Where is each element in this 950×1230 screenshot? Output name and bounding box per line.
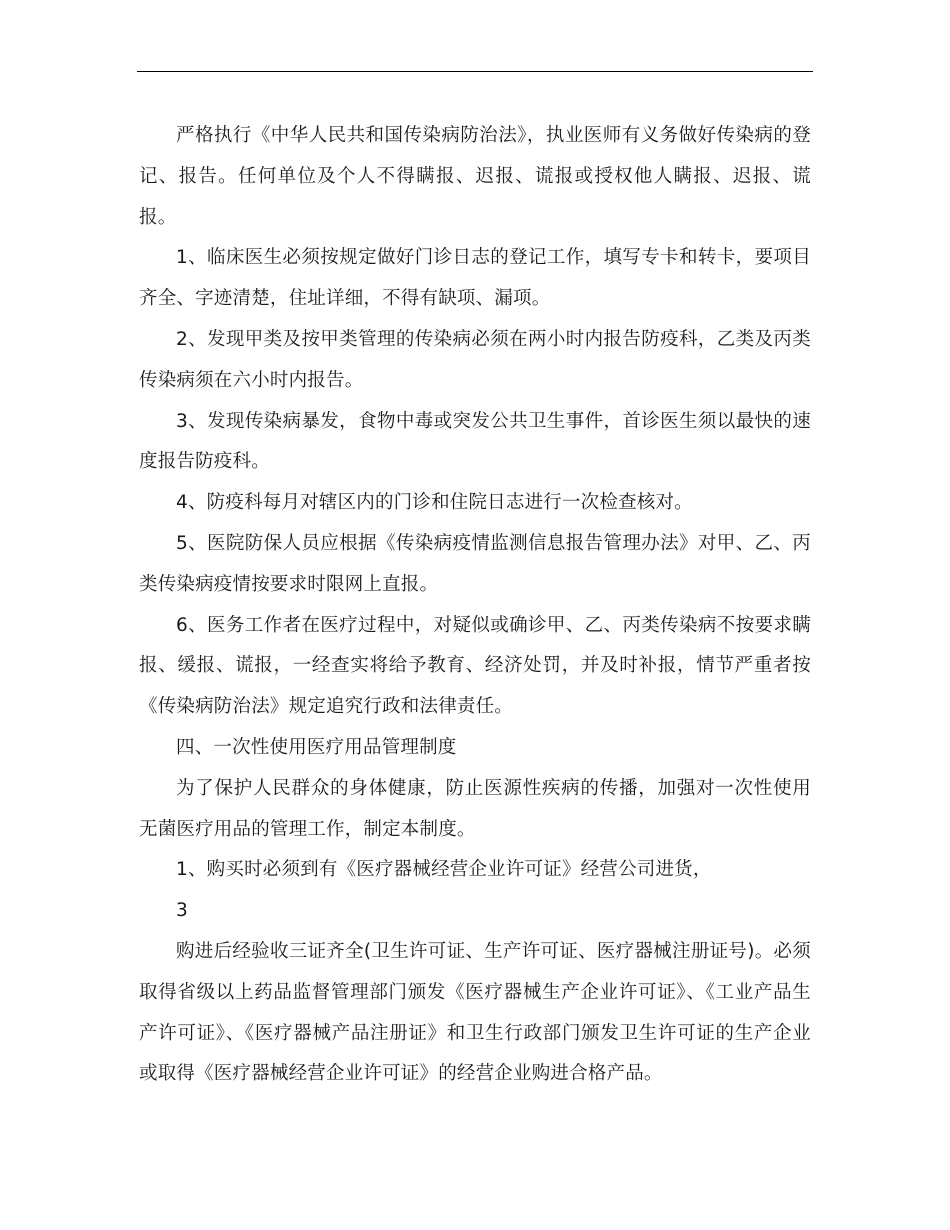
paragraph-acceptance-requirements: 购进后经验收三证齐全(卫生许可证、生产许可证、医疗器械注册证号)。必须取得省级以上药品监督管理部门颁发《医疗器械生产企业许可证》、《工业产品生产许可证》、《医疗器械产品注册证》和卫生行政部门颁发卫生许可证的生产企业或取得《医疗器械经营企业许可证》的经营企业购进合格产品。 [139,940,811,1085]
paragraph-item-4-monthly-check: 4、防疫科每月对辖区内的门诊和住院日志进行一次检查核对。 [176,492,693,514]
paragraph-item-2-report-time: 2、发现甲类及按甲类管理的传染病必须在两小时内报告防疫科，乙类及丙类传染病须在六小时内报告。 [139,328,811,391]
paragraph-item-5-online-report: 5、医院防保人员应根据《传染病疫情监测信息报告管理办法》对甲、乙、丙类传染病疫情按要求时限网上直报。 [139,532,811,595]
paragraph-item-1-purchase: 1、购买时必须到有《医疗器械经营企业许可证》经营公司进货， [176,859,712,881]
paragraph-item-3-outbreak: 3、发现传染病暴发，食物中毒或突发公共卫生事件，首诊医生须以最快的速度报告防疫科。 [139,410,811,473]
paragraph-purpose: 为了保护人民群众的身体健康，防止医源性疾病的传播，加强对一次性使用无菌医疗用品的管理工作，制定本制度。 [139,777,811,840]
page-number: 3 [176,900,188,922]
document-body [139,116,811,1095]
header-rule [137,71,813,72]
paragraph-item-1-registration: 1、临床医生必须按规定做好门诊日志的登记工作，填写专卡和转卡，要项目齐全、字迹清楚，住址详细，不得有缺项、漏项。 [139,247,811,310]
paragraph-item-6-penalty: 6、医务工作者在医疗过程中，对疑似或确诊甲、乙、丙类传染病不按要求瞒报、缓报、谎报，一经查实将给予教育、经济处罚，并及时补报，情节严重者按《传染病防治法》规定追究行政和法律责任。 [139,614,811,718]
section-heading-disposable-supplies: 四、一次性使用医疗用品管理制度 [176,736,457,758]
paragraph-reporting-law: 严格执行《中华人民共和国传染病防治法》，执业医师有义务做好传染病的登记、报告。任何单位及个人不得瞒报、迟报、谎报或授权他人瞒报、迟报、谎报。 [139,125,811,228]
